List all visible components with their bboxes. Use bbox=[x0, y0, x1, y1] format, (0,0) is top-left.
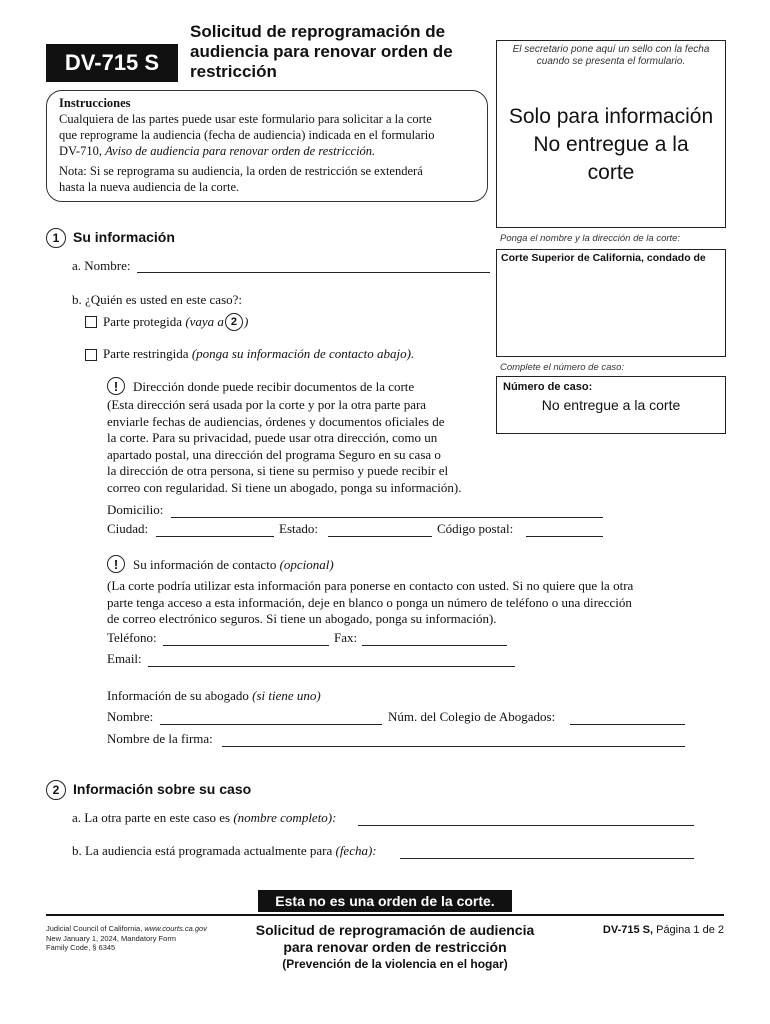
clerk-stamp-box bbox=[496, 40, 726, 228]
form-reference: Aviso de audiencia para renovar orden de restricción. bbox=[105, 144, 376, 158]
option-note: (vaya a bbox=[185, 314, 224, 329]
court-name-box[interactable] bbox=[496, 249, 726, 357]
instructions-paragraph bbox=[59, 111, 475, 159]
case-number-label: Número de caso: bbox=[503, 381, 593, 393]
section-number: 1 bbox=[46, 228, 66, 248]
instructions-box bbox=[46, 90, 488, 202]
other-party-label bbox=[72, 810, 336, 826]
page-form-number: DV-715 S, bbox=[602, 924, 654, 936]
footer-subtitle: (Prevención de la violencia en el hogar) bbox=[282, 957, 508, 971]
text-line: hasta la nueva audiencia de la corte. bbox=[59, 180, 240, 194]
title-line: Solicitud de reprogramación de bbox=[190, 22, 446, 41]
city-label: Ciudad: bbox=[107, 521, 149, 536]
text-line: la corte. Para su privacidad, puede usar otra dirección, como un bbox=[107, 430, 438, 445]
text-line: enviarle fechas de audiencias, órdenes y documentos oficiales de bbox=[107, 413, 445, 429]
alert-icon: ! bbox=[107, 555, 125, 573]
text-line: correo con regularidad. Si tiene un abogado, ponga su información). bbox=[107, 479, 462, 495]
page-count: Página 1 de 2 bbox=[653, 924, 724, 936]
section-title: Información sobre su caso bbox=[73, 781, 252, 797]
other-party-field[interactable] bbox=[358, 825, 694, 826]
text-line: DV-710, bbox=[59, 144, 106, 158]
hearing-date-label bbox=[72, 843, 377, 859]
text-line: parte tenga acceso a esta información, deje en blanco o ponga un número de teléfono o una dirección bbox=[107, 594, 632, 610]
heading-text: Su información de contacto bbox=[133, 557, 280, 572]
info-line: Solo para información bbox=[508, 105, 714, 128]
clerk-note-line: El secretario pone aquí un sello con la fecha bbox=[512, 44, 710, 55]
instructions-heading: Instrucciones bbox=[59, 96, 131, 110]
role-question: b. ¿Quién es usted en este caso?: bbox=[72, 292, 243, 307]
contact-instructions bbox=[107, 578, 707, 628]
restrained-party-option bbox=[103, 346, 414, 362]
address-instructions bbox=[107, 397, 497, 496]
not-court-order-banner: Esta no es una orden de la corte. bbox=[258, 890, 512, 912]
zip-field[interactable] bbox=[526, 536, 603, 537]
court-prompt: Ponga el nombre y la dirección de la corte: bbox=[500, 233, 681, 244]
case-number-value: No entregue a la corte bbox=[541, 397, 681, 413]
address-heading: Dirección donde puede recibir documentos de la corte bbox=[133, 379, 415, 394]
name-label: a. Nombre: bbox=[72, 258, 131, 273]
instructions-note bbox=[59, 163, 475, 195]
page-number bbox=[560, 924, 724, 936]
text-line: que reprograme la audiencia (fecha de audiencia) indicada en el formulario bbox=[59, 128, 435, 142]
firm-name-label: Nombre de la firma: bbox=[107, 731, 213, 746]
footer-title bbox=[230, 922, 560, 973]
title-line: audiencia para renovar orden de bbox=[190, 42, 453, 61]
section-reference: 2 bbox=[225, 313, 243, 331]
restrained-party-checkbox[interactable] bbox=[85, 349, 97, 361]
lawyer-name-field[interactable] bbox=[160, 724, 382, 725]
email-label: Email: bbox=[107, 651, 142, 666]
optional-note: (opcional) bbox=[279, 557, 334, 572]
hearing-date-field[interactable] bbox=[400, 858, 694, 859]
heading-text: Información de su abogado bbox=[107, 688, 253, 703]
website-link[interactable]: www.courts.ca.gov bbox=[144, 924, 207, 933]
contact-heading bbox=[133, 557, 334, 574]
lawyer-name-label: Nombre: bbox=[107, 709, 154, 724]
firm-name-field[interactable] bbox=[222, 746, 685, 747]
title-line: restricción bbox=[190, 62, 277, 81]
info-line: corte bbox=[587, 161, 635, 184]
protected-party-option bbox=[103, 313, 248, 331]
field-label: a. La otra parte en este caso es bbox=[72, 810, 234, 825]
lawyer-heading bbox=[107, 688, 321, 705]
court-name: Corte Superior de California, condado de bbox=[501, 252, 706, 264]
option-label: Parte restringida bbox=[103, 346, 192, 361]
case-number-box[interactable] bbox=[496, 376, 726, 434]
state-label: Estado: bbox=[279, 521, 318, 536]
field-hint: (fecha): bbox=[335, 843, 377, 858]
info-only-notice bbox=[497, 103, 725, 187]
form-title bbox=[190, 22, 490, 82]
legal-reference: Family Code, § 6345 bbox=[46, 943, 116, 952]
fax-label: Fax: bbox=[334, 630, 358, 645]
phone-field[interactable] bbox=[163, 645, 329, 646]
text-line: Cualquiera de las partes puede usar este formulario para solicitar a la corte bbox=[59, 112, 432, 126]
footer-publisher bbox=[46, 924, 207, 953]
case-prompt: Complete el número de caso: bbox=[500, 362, 625, 373]
state-field[interactable] bbox=[328, 536, 432, 537]
text-line: de correo electrónico seguros. Si tiene un abogado, ponga su información). bbox=[107, 611, 497, 626]
form-status: New January 1, 2024, Mandatory Form bbox=[46, 933, 177, 943]
protected-party-checkbox[interactable] bbox=[85, 316, 97, 328]
publisher-text: Judicial Council of California, bbox=[46, 924, 145, 933]
alert-icon: ! bbox=[107, 377, 125, 395]
section-title: Su información bbox=[73, 229, 175, 245]
field-hint: (nombre completo): bbox=[233, 810, 337, 825]
name-field[interactable] bbox=[137, 272, 490, 273]
clerk-note bbox=[505, 44, 717, 68]
text-line: (Esta dirección será usada por la corte y por la otra parte para bbox=[107, 397, 427, 412]
text-line: apartado postal, una dirección del programa Seguro en su casa o bbox=[107, 446, 441, 462]
street-label: Domicilio: bbox=[107, 502, 164, 517]
optional-note: (si tiene uno) bbox=[252, 688, 321, 703]
option-note: ) bbox=[243, 314, 249, 329]
phone-label: Teléfono: bbox=[107, 630, 157, 645]
bar-number-field[interactable] bbox=[570, 724, 685, 725]
fax-field[interactable] bbox=[362, 645, 507, 646]
clerk-note-line: cuando se presenta el formulario. bbox=[536, 56, 686, 67]
text-line: Nota: Si se reprograma su audiencia, la orden de restricción se extenderá bbox=[59, 164, 423, 178]
field-label: b. La audiencia está programada actualmente para bbox=[72, 843, 336, 858]
option-label: Parte protegida bbox=[103, 314, 183, 329]
street-field[interactable] bbox=[171, 517, 603, 518]
info-line: No entregue a la bbox=[533, 133, 689, 156]
section-number: 2 bbox=[46, 780, 66, 800]
text-line: (La corte podría utilizar esta información para ponerse en contacto con usted. Si no quiere que la otra bbox=[107, 578, 634, 593]
footer-title-line: Solicitud de reprogramación de audiencia bbox=[255, 922, 535, 938]
zip-label: Código postal: bbox=[437, 521, 514, 536]
footer-title-line: para renovar orden de restricción bbox=[283, 939, 507, 955]
form-number-badge: DV-715 S bbox=[46, 44, 178, 82]
bar-number-label: Núm. del Colegio de Abogados: bbox=[388, 709, 556, 724]
text-line: la dirección de otra persona, si tiene su permiso y puede recibir el bbox=[107, 463, 449, 478]
email-field[interactable] bbox=[148, 666, 515, 667]
city-field[interactable] bbox=[156, 536, 274, 537]
option-note: (ponga su información de contacto abajo). bbox=[191, 346, 415, 361]
footer-divider bbox=[46, 914, 724, 916]
